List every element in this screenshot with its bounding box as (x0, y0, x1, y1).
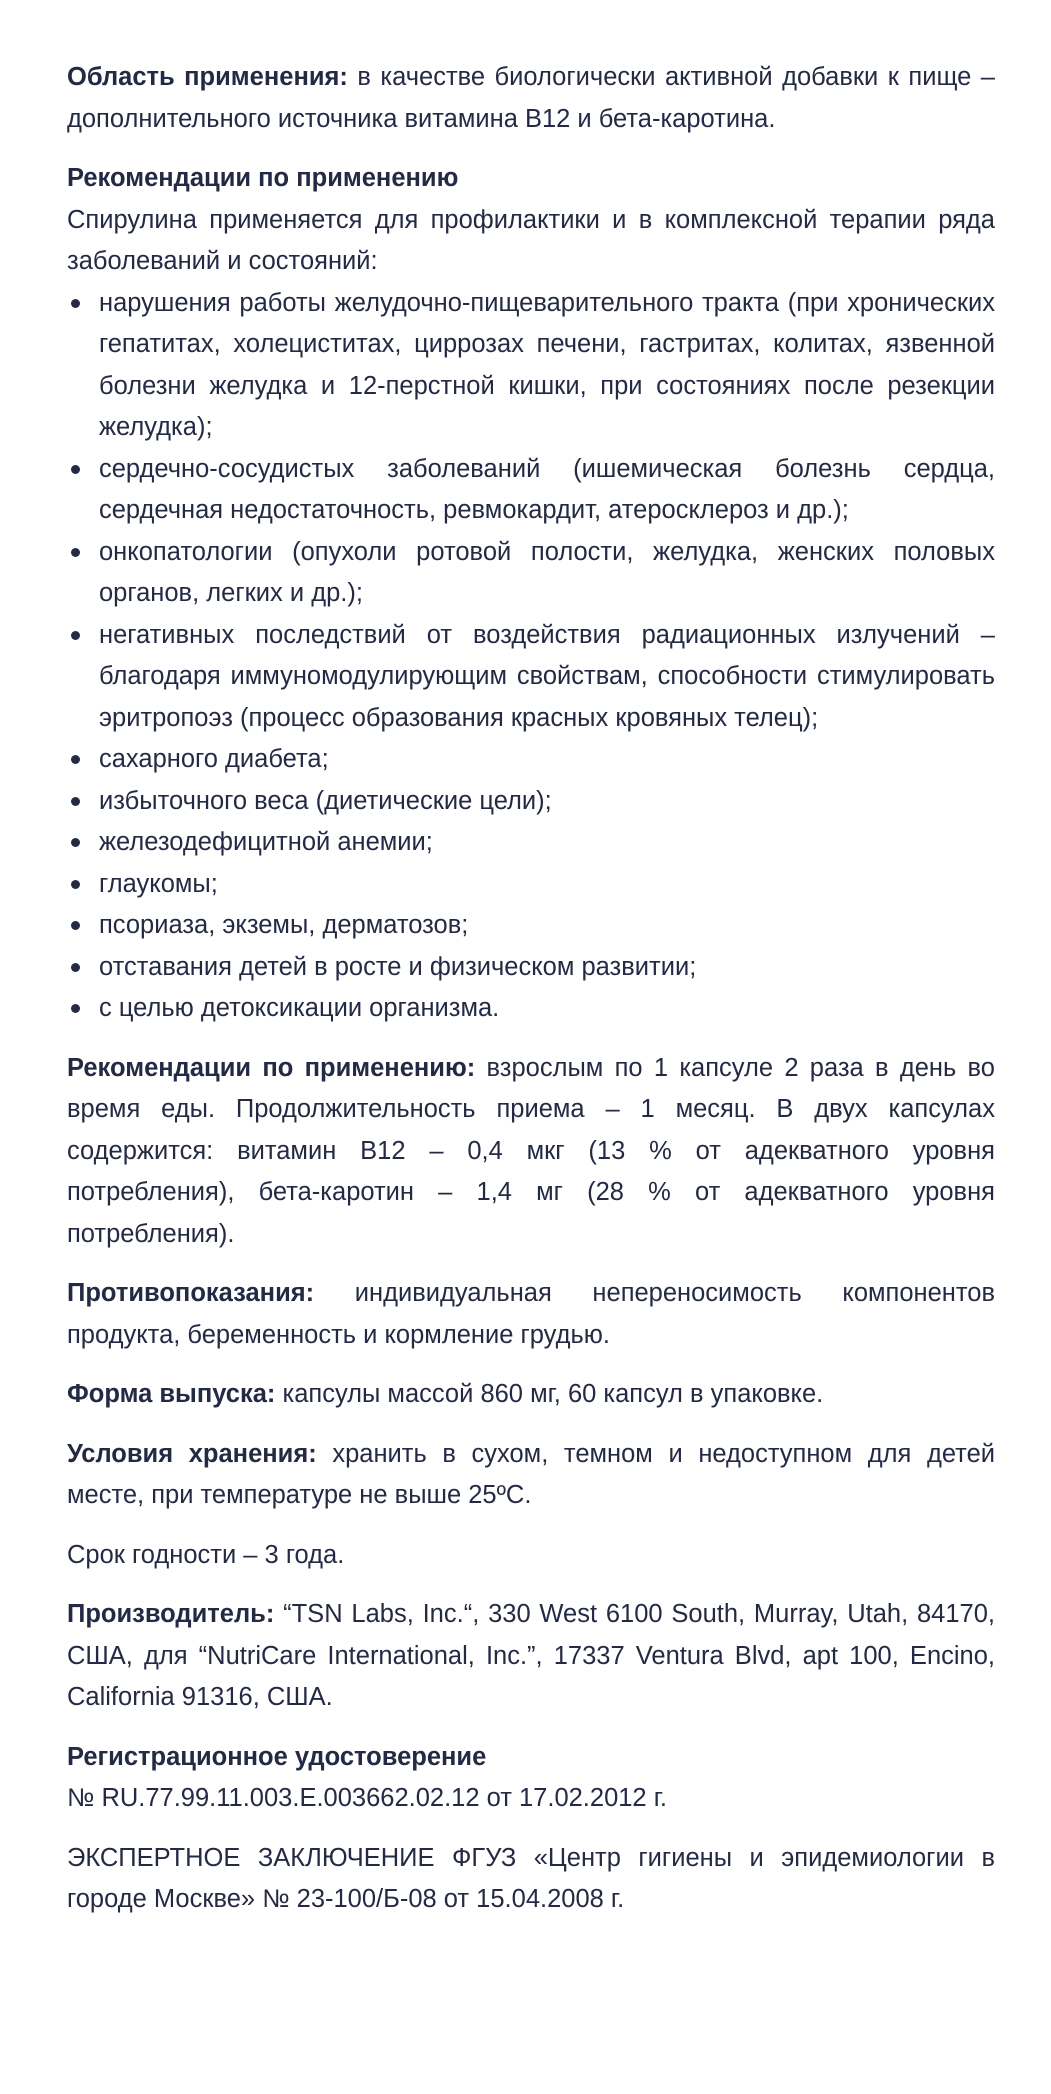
recommendations-section (67, 158, 995, 1030)
list-item-text: железодефицитной анемии; (99, 828, 433, 856)
registration-number: № RU.77.99.11.003.Е.003662.02.12 от 17.02.2012 г. (67, 1784, 667, 1812)
form-label: Форма выпуска: (67, 1380, 276, 1408)
scope-paragraph (67, 57, 995, 140)
manufacturer-section (67, 1594, 995, 1719)
recommendations-heading: Рекомендации по применению (67, 164, 459, 192)
shelf-life-text: Срок годности – 3 года. (67, 1540, 345, 1569)
storage-paragraph (67, 1434, 995, 1517)
bullet-icon (71, 631, 80, 640)
registration-section (67, 1737, 995, 1820)
dosage-paragraph (67, 1048, 995, 1256)
contraindications-section (67, 1273, 995, 1356)
list-item (67, 449, 995, 532)
manufacturer-label: Производитель: (67, 1600, 275, 1628)
bullet-icon (71, 299, 80, 308)
bullet-icon (71, 921, 80, 930)
contraindications-label: Противопоказания: (67, 1279, 315, 1307)
expert-conclusion-text: ЭКСПЕРТНОЕ ЗАКЛЮЧЕНИЕ ФГУЗ «Центр гигиены и эпидемиологии в городе Москве» № 23-100/Б-08 от 15.04.2008 г. (67, 1843, 995, 1913)
storage-label: Условия хранения: (67, 1439, 317, 1468)
list-item-text: псориаза, экземы, дерматозов; (99, 911, 469, 939)
dosage-text: взрослым по 1 капсуле 2 раза в день во время еды. Продолжительность приема – 1 месяц. В двух капсулах содержится: витамин В12 – 0,4 мкг (13 % от адекватного уровня потребления), бета-каротин – 1,4 мг (28 % от адекватного уровня потребления). (67, 1053, 995, 1248)
list-item (67, 283, 995, 449)
list-item (67, 905, 995, 947)
shelf-life-section (67, 1535, 995, 1577)
bullet-icon (71, 880, 80, 889)
list-item-text: с целью детоксикации организма. (99, 994, 500, 1022)
scope-section (67, 57, 995, 140)
bullet-icon (71, 797, 80, 806)
manufacturer-text: “TSN Labs, Inc.“, 330 West 6100 South, Murray, Utah, 84170, США, для “NutriCare International, Inc.”, 17337 Ventura Blvd, apt 100, Encino, California 91316, США. (67, 1600, 995, 1711)
dosage-label: Рекомендации по применению: (67, 1053, 476, 1082)
contraindications-paragraph (67, 1273, 995, 1356)
bullet-icon (71, 963, 80, 972)
storage-text: хранить в сухом, темном и недоступном для детей месте, при температуре не выше 25ºС. (67, 1439, 995, 1509)
list-item-text: отставания детей в росте и физическом развитии; (99, 952, 697, 981)
leaflet-page (67, 57, 995, 1939)
list-item (67, 988, 995, 1030)
conditions-list (67, 283, 995, 1030)
expert-section (67, 1838, 995, 1921)
bullet-icon (71, 1004, 80, 1013)
dosage-section (67, 1048, 995, 1256)
list-item (67, 739, 995, 781)
form-text: капсулы массой 860 мг, 60 капсул в упаковке. (275, 1380, 824, 1408)
list-item-text: избыточного веса (диетические цели); (99, 786, 552, 815)
storage-section (67, 1434, 995, 1517)
registration-heading: Регистрационное удостоверение (67, 1742, 487, 1771)
bullet-icon (71, 465, 80, 474)
list-item-text: онкопатологии (опухоли ротовой полости, желудка, женских половых органов, легких и др.); (99, 537, 995, 607)
list-item (67, 947, 995, 989)
bullet-icon (71, 755, 80, 764)
list-item-text: негативных последствий от воздействия радиационных излучений – благодаря иммуномодулирующим свойствам, способности стимулировать эритропоэз (процесс образования красных кровяных телец); (99, 620, 995, 732)
list-item (67, 781, 995, 823)
form-paragraph (67, 1374, 995, 1416)
list-item (67, 532, 995, 615)
bullet-icon (71, 838, 80, 847)
list-item-text: сердечно-сосудистых заболеваний (ишемическая болезнь сердца, сердечная недостаточность, ревмокардит, атеросклероз и др.); (99, 454, 995, 524)
list-item-text: нарушения работы желудочно-пищеварительного тракта (при хронических гепатитах, холециститах, циррозах печени, гастритах, колитах, язвенной болезни желудка и 12-перстной кишки, при состояниях после резекции желудка); (99, 288, 995, 441)
scope-text: в качестве биологически активной добавки к пище – дополнительного источника витамина В12 и бета-каротина. (67, 63, 995, 133)
list-item-text: сахарного диабета; (99, 745, 329, 773)
scope-label: Область применения: (67, 63, 348, 91)
list-item-text: глаукомы; (99, 869, 218, 898)
manufacturer-paragraph (67, 1594, 995, 1719)
form-section (67, 1374, 995, 1416)
list-item (67, 822, 995, 864)
recommendations-intro: Спирулина применяется для профилактики и в комплексной терапии ряда заболеваний и состояний: (67, 205, 995, 275)
contraindications-text: индивидуальная непереносимость компонентов продукта, беременность и кормление грудью. (67, 1279, 995, 1349)
list-item (67, 864, 995, 906)
bullet-icon (71, 548, 80, 557)
list-item (67, 615, 995, 740)
